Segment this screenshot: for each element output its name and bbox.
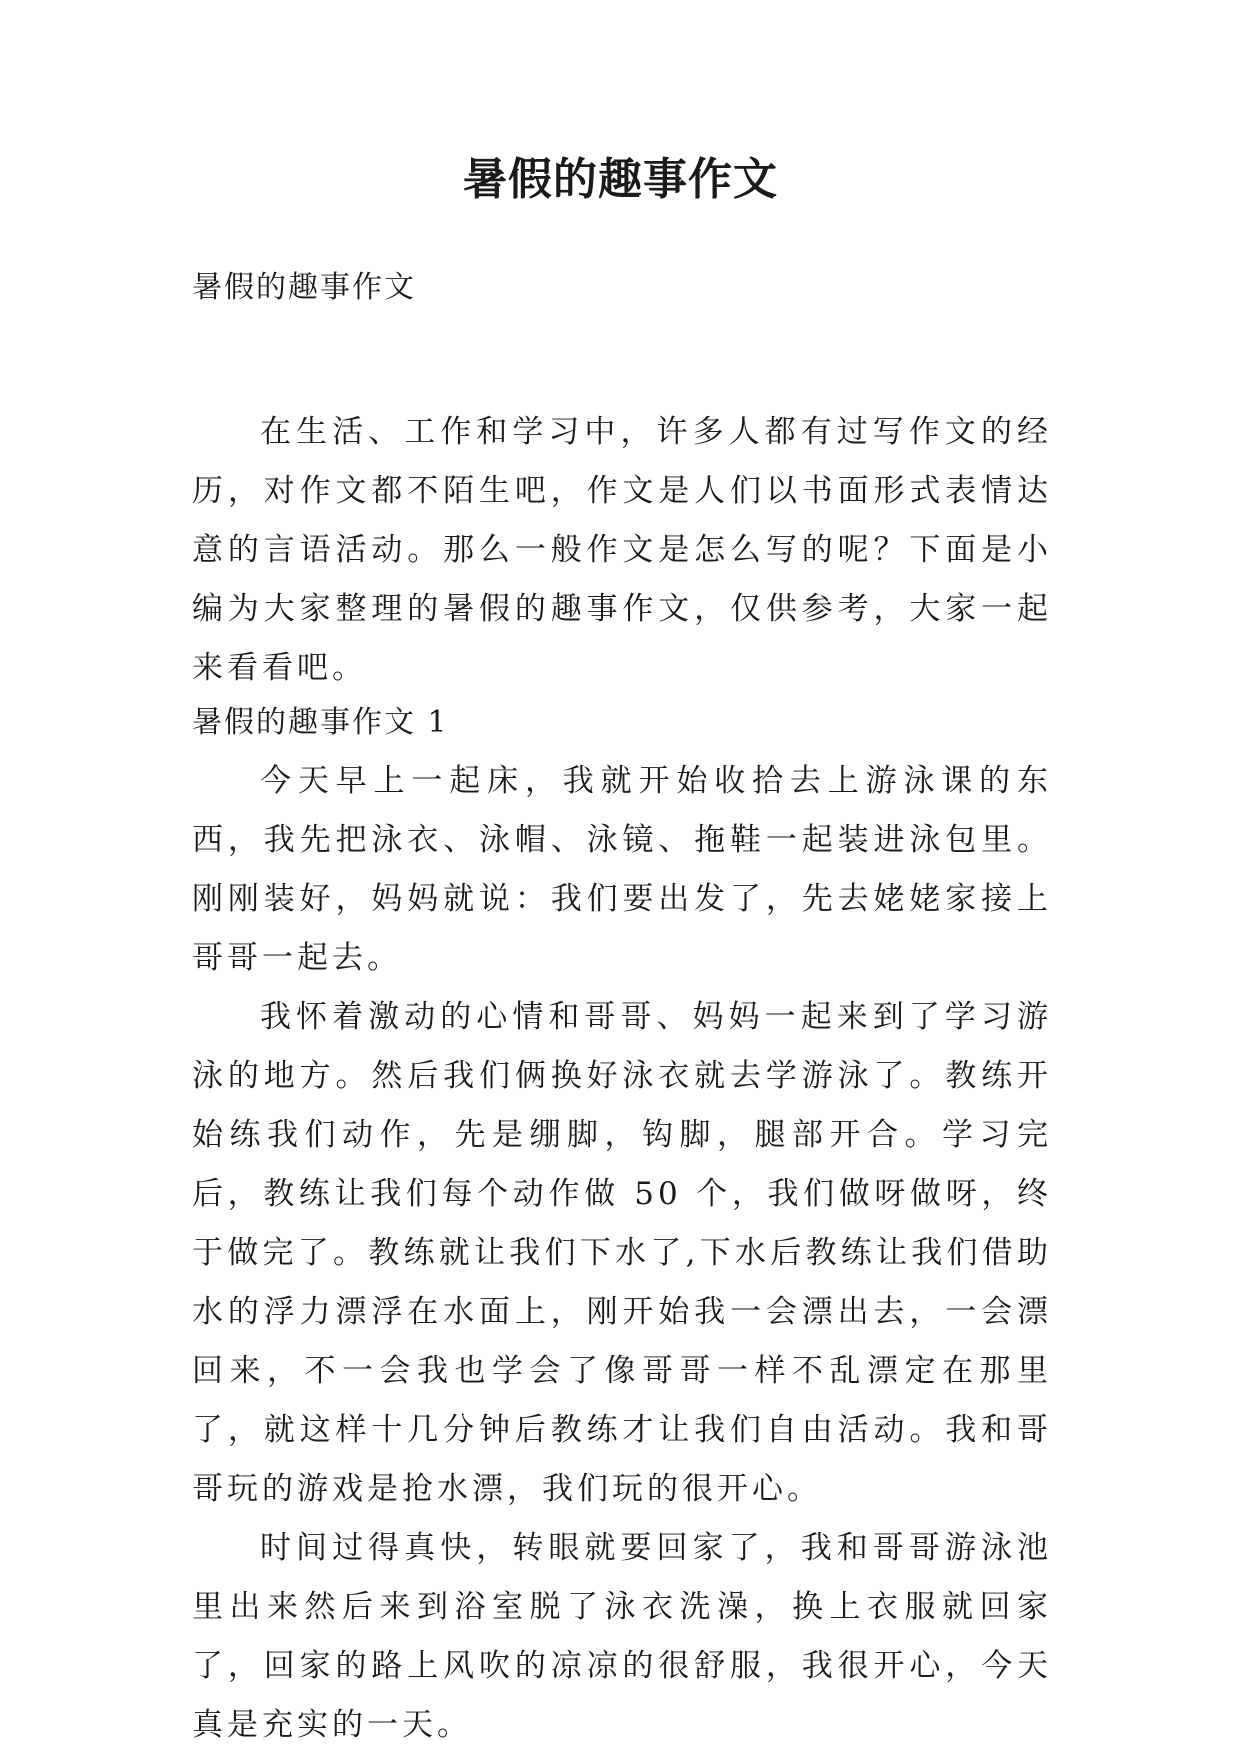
intro-paragraph: 在生活、工作和学习中，许多人都有过写作文的经历，对作文都不陌生吧，作文是人们以书面形式表情达意的言语活动。那么一般作文是怎么写的呢？下面是小编为大家整理的暑假的趣事作文，仅供参考，大家一起来看看吧。 [192, 414, 1052, 686]
essay-paragraph: 时间过得真快，转眼就要回家了，我和哥哥游泳池里出来然后来到浴室脱了泳衣洗澡，换上衣服就回家了，回家的路上风吹的凉凉的很舒服，我很开心，今天真是充实的一天。 [192, 1530, 1052, 1743]
essay-paragraph: 今天早上一起床，我就开始收拾去上游泳课的东西，我先把泳衣、泳帽、泳镜、拖鞋一起装进泳包里。刚刚装好，妈妈就说：我们要出发了，先去姥姥家接上哥哥一起去。 [192, 763, 1052, 976]
section-heading: 暑假的趣事作文 1 [192, 705, 449, 740]
essay-paragraph: 我怀着激动的心情和哥哥、妈妈一起来到了学习游泳的地方。然后我们俩换好泳衣就去学游泳了。教练开始练我们动作，先是绷脚，钩脚，腿部开合。学习完后，教练让我们每个动作做 50 个，我们做呀做呀，终于做完了。教练就让我们下水了,下水后教练让我们借助水的浮力漂浮在水面上，刚开始我一会漂出去，一会漂回来，不一会我也学会了像哥哥一样不乱漂定在那里了，就这样十几分钟后教练才让我们自由活动。我和哥哥玩的游戏是抢水漂，我们玩的很开心。 [192, 999, 1052, 1507]
document-subtitle: 暑假的趣事作文 [192, 270, 416, 305]
document-title: 暑假的趣事作文 [463, 154, 778, 205]
essay-body [192, 752, 1052, 1755]
